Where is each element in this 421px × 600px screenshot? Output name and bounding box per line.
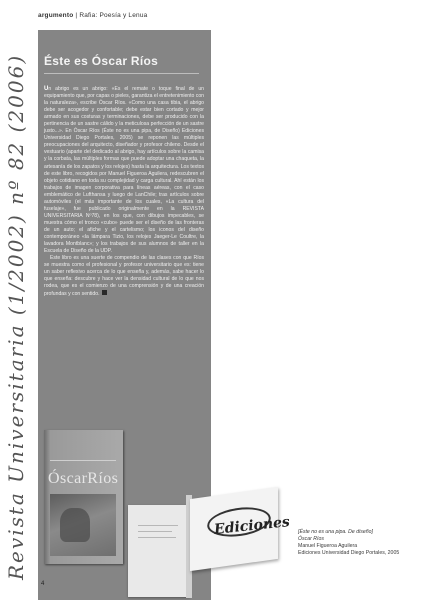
header-section: argumento	[38, 12, 74, 19]
page-line	[138, 537, 176, 538]
book-cover-rule	[50, 460, 116, 461]
article-paragraph-2	[44, 255, 204, 298]
book-cover-photo	[50, 494, 116, 556]
handwritten-annotation-text: Revista Universitaria (1/2002) nº 82 (2006)	[4, 53, 28, 580]
article-paragraph-1	[44, 86, 204, 255]
drop-cap: U	[44, 86, 49, 92]
article-title: Éste es Óscar Ríos	[44, 54, 159, 68]
title-divider	[44, 73, 199, 74]
handwritten-annotation	[0, 0, 38, 600]
publisher-logo: Ediciones	[213, 514, 291, 538]
header-separator: |	[75, 12, 78, 19]
book-cover-image	[44, 430, 123, 564]
article-body	[44, 86, 204, 298]
caption-publisher: Ediciones Universidad Diego Portales, 2005	[298, 550, 400, 556]
header-subsection: Rafia: Poesía y Lenua	[79, 12, 148, 19]
end-mark-icon	[102, 290, 107, 295]
page-number: 4	[41, 581, 45, 587]
page-line	[138, 525, 178, 526]
book-cover-title: ÓscarRíos	[48, 470, 119, 487]
paragraph-1-text: n abrigo es un abrigo: «Es el remate o toque final de un equipamiento que, por capas o pieles, garantiza el entretenimiento con la naturaleza», escribe Óscar Ríos. «Como una casa tibia, el abrigo debe ser acogedor y confortable; debe estar bien cortado y mejor armado en sus costuras y terminaciones, debe ser producido con la pertinencia de un sastre cálido y la meticulosa perfección de un sastre justo...». En Óscar Ríos (Éste no es una pipa, de Diseño) Ediciones Universidad Diego Portales, 2005) se reponen las múltiples preocupaciones del arquitecto, diseñador y profesor chileno. Desde el vestuario (aparte del dedicado al abrigo, hay artículos sobre la camisa y la corbata, las múltiples formas que puede adoptar una chaqueta, la artesanía de los zapatos y los relojes) hasta la arquitectura. Los textos de este libro, recogidos por Manuel Figueroa Aguilera, redescubren el objeto cotidiano en toda su complejidad y carga cultural. Ahí están los trabajos de imagen corporativa para líneas aéreas, con el caso emblemático de Lufthansa y luego de LanChile; tras artículos sobre automóviles (el más importante de los cuales, «La cultura del fuselaje», fue publicado originalmente en la REVISTA UNIVERSITARIA Nº78), en los que, con dibujos impecables, se muestra cómo el tronco «cubo» puede ser el diseño de las fronteras de un auto; el afiche y el cartelismo; los iconos del diseño contemporáneo «la lámpara Tizio, los relojes Jaeger-Le Coultre, la lavadora Montblanc»; y los trabajos de sus alumnos de taller en la Escuela de Diseño de la UDP.	[44, 86, 204, 255]
open-book-left-page	[128, 505, 190, 597]
caption-author: Óscar Ríos	[298, 536, 324, 542]
paragraph-2-text: Este libro es una suerte de compendio de las clases con que Ríos se muestra como el profesional y profesor universitario que es: tiene un saber reflexivo acerca de lo que enseña y, además, sabe hacer lo que enseña: descubre y hace ver la densidad cultural de lo que nos rodea, que es el comienzo de una comprensión y de una creación profundas y con sentido.	[44, 255, 204, 298]
page-line	[138, 531, 172, 532]
caption-title: [Éste no es una pipa. De diseño]	[298, 529, 373, 535]
book-caption	[298, 529, 416, 557]
caption-editor: Manuel Figueroa Aguilera	[298, 543, 358, 549]
running-header	[38, 12, 147, 19]
